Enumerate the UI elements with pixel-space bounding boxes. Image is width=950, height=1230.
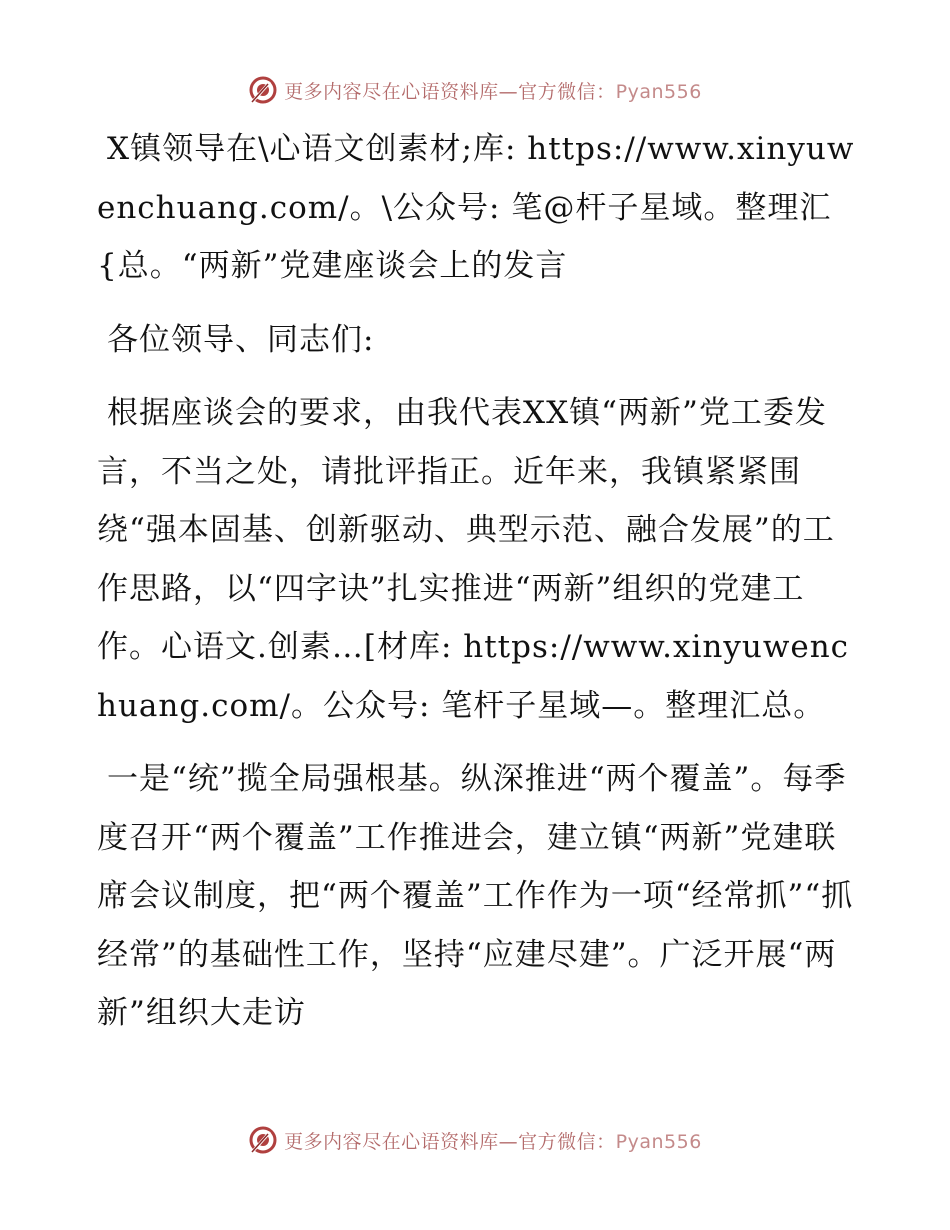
watermark-footer [0, 1120, 950, 1160]
document-body [97, 120, 857, 1058]
body-paragraph: 一是“统”揽全局强根基。纵深推进“两个覆盖”。每季度召开“两个覆盖”工作推进会，建立镇“两新”党建联席会议制度，把“两个覆盖”工作作为一项“经常抓”“抓经常”的基础性工作，坚持“应建尽建”。广泛开展“两新”组织大走访 [97, 761, 854, 1031]
watermark-text: 更多内容尽在心语资料库—官方微信：Pyan556 [284, 80, 702, 103]
watermark-handle: Pyan556 [615, 1130, 702, 1153]
salutation: 各位领导、同志们: [107, 321, 375, 358]
title-paragraph: X镇领导在\心语文创素材;库: https://www.xinyuwenchuang.com/。\公众号: 笔@杆子星域。整理汇{总。“两新”党建座谈会上的发言 [97, 131, 855, 284]
watermark-text: 更多内容尽在心语资料库—官方微信：Pyan556 [284, 1130, 702, 1153]
watermark-handle: Pyan556 [615, 80, 702, 103]
red-pen-circle-logo-icon [248, 75, 278, 105]
red-pen-circle-logo-icon [248, 1125, 278, 1155]
body-paragraph: 根据座谈会的要求，由我代表XX镇“两新”党工委发言，不当之处，请批评指正。近年来，我镇紧紧围绕“强本固基、创新驱动、典型示范、融合发展”的工作思路，以“四字诀”扎实推进“两新”组织的党建工作。心语文.创素…[材库: https://www.xinyuwenchuang.com/。公众号: 笔杆子星域—。整理汇总。 [97, 395, 850, 724]
watermark-header [0, 70, 950, 110]
